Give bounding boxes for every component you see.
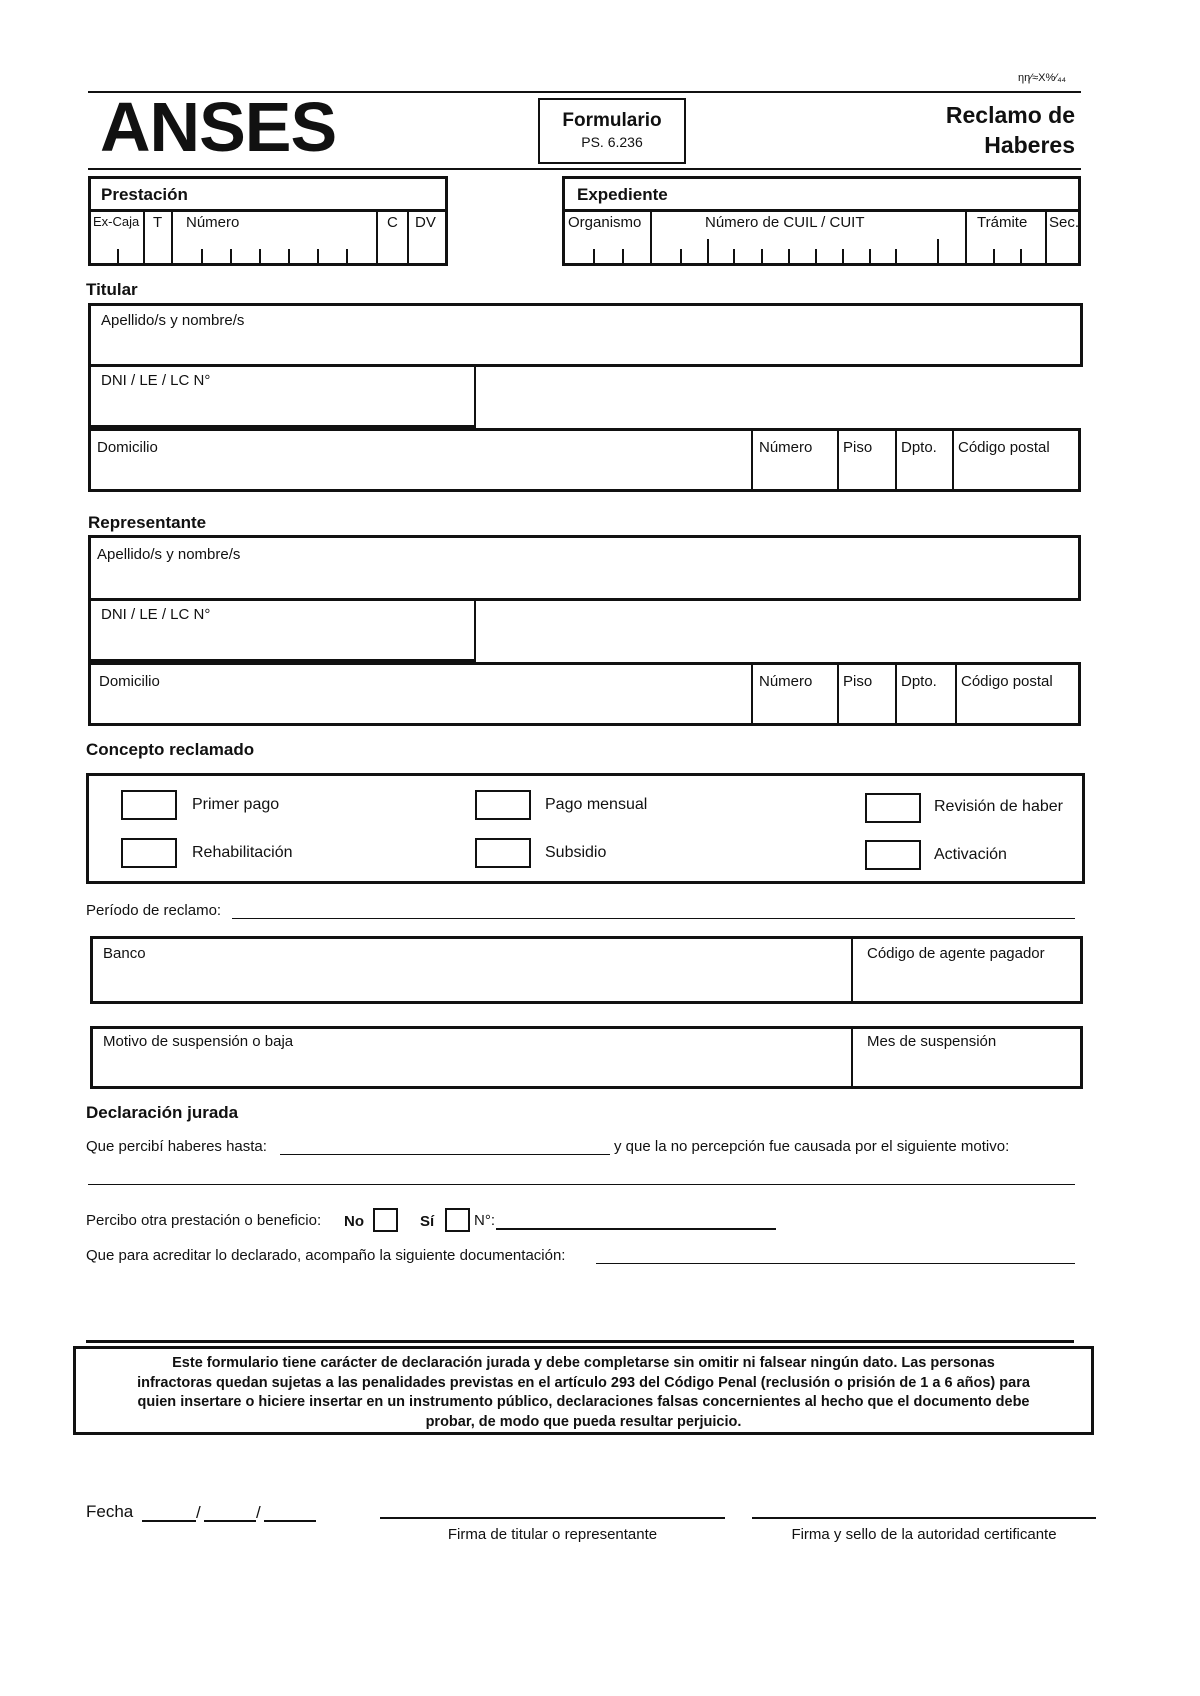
titular-name-field[interactable] [88,303,1083,367]
representante-domicilio-label: Domicilio [99,673,160,690]
digit-tick [117,249,119,263]
doc-title [946,100,1075,160]
suspension-sep [851,1029,853,1086]
documentacion-label: Que para acreditar lo declarado, acompaño la siguiente documentación: [86,1247,566,1264]
fecha-year-line[interactable] [264,1520,316,1522]
suspension-row [90,1026,1083,1089]
titular-title: Titular [86,280,138,299]
periodo-input-line[interactable] [232,918,1075,919]
agente-pagador-label: Código de agente pagador [867,945,1045,962]
banco-row [90,936,1083,1004]
documentacion-input-line[interactable] [596,1263,1075,1264]
digit-tick [937,239,939,263]
form-code-small: ηη⁄≈X%⁄₄₄ [1018,72,1067,84]
firma-autoridad-line[interactable] [752,1517,1096,1519]
representante-cp-label: Código postal [961,673,1053,690]
digit-tick [259,249,261,263]
titular-dpto-label: Dpto. [901,439,937,456]
prestacion-col-dv: DV [415,214,436,231]
warning-line4: probar, de modo que pueda resultar perjuicio. [425,1413,742,1430]
digit-tick [317,249,319,263]
titular-domicilio-row [88,428,1081,492]
titular-dni-field[interactable] [88,364,476,428]
prestacion-col-t: T [153,214,163,231]
digit-tick [1020,249,1022,263]
header-bottom-rule [88,168,1081,170]
digit-tick [346,249,348,263]
expediente-cells [565,212,1078,263]
label-revision-haber: Revisión de haber [934,798,1063,815]
label-rehabilitacion: Rehabilitación [192,844,293,861]
warning-box [73,1346,1094,1435]
concepto-title: Concepto reclamado [86,740,255,759]
representante-dni-field[interactable] [88,598,476,662]
titular-domicilio-label: Domicilio [97,439,158,456]
fecha-day-line[interactable] [142,1520,196,1522]
representante-row-sep [895,665,897,723]
representante-dpto-label: Dpto. [901,673,937,690]
prestacion-col-excaja: Ex-Caja [93,214,140,229]
digit-tick [201,249,203,263]
expediente-sep [1045,212,1047,263]
firma-titular-line[interactable] [380,1517,725,1519]
prestacion-col-numero: Número [186,214,240,231]
titular-numero-label: Número [759,439,813,456]
firma-titular-label: Firma de titular o representante [447,1526,658,1543]
warning-line3: quien insertare o hiciere insertar en un instrumento público, declaraciones falsas concernientes al hecho que el documento debe [137,1394,1030,1410]
firma-autoridad-label: Firma y sello de la autoridad certificante [791,1526,1057,1543]
banco-sep [851,939,853,1001]
warning-top-rule [86,1340,1074,1343]
titular-row-sep [837,431,839,489]
representante-dni-label: DNI / LE / LC N° [101,606,211,623]
checkbox-revision-haber[interactable] [865,793,921,823]
si-label: Sí [420,1213,435,1230]
nro-input-line[interactable] [496,1228,776,1230]
digit-tick [622,249,624,263]
prestacion-sep [171,212,173,263]
label-subsidio: Subsidio [545,844,607,861]
label-pago-mensual: Pago mensual [545,796,648,813]
digit-tick [993,249,995,263]
declaracion-title: Declaración jurada [86,1103,239,1122]
expediente-col-sec: Sec. [1049,214,1080,231]
expediente-title: Expediente [577,185,668,204]
representante-name-label: Apellido/s y nombre/s [97,546,241,563]
prestacion-sep [376,212,378,263]
digit-tick [869,249,871,263]
representante-row-sep [837,665,839,723]
representante-row-sep [955,665,957,723]
representante-piso-label: Piso [843,673,873,690]
representante-row-sep [751,665,753,723]
titular-piso-label: Piso [843,439,873,456]
expediente-sep [650,212,652,263]
otra-prestacion-label: Percibo otra prestación o beneficio: [86,1212,322,1229]
percibi-input-line[interactable] [280,1154,610,1155]
form-title: Formulario [562,110,662,131]
warning-line1: Este formulario tiene carácter de declaración jurada y debe completarse sin omitir ni falsear ningún dato. Las personas [172,1355,995,1371]
representante-name-field[interactable] [88,535,1081,601]
prestacion-title: Prestación [101,185,188,204]
digit-tick [593,249,595,263]
form-code: PS. 6.236 [581,134,643,150]
expediente-sep [965,212,967,263]
label-primer-pago: Primer pago [192,796,280,813]
titular-row-sep [751,431,753,489]
checkbox-no[interactable] [373,1208,398,1232]
digit-tick [788,249,790,263]
digit-tick [761,249,763,263]
label-activacion: Activación [934,846,1007,863]
fecha-sep-1: / [196,1503,201,1522]
expediente-col-organismo: Organismo [568,214,642,231]
doc-title-line1: Reclamo de [945,102,1075,128]
checkbox-si[interactable] [445,1208,470,1232]
checkbox-pago-mensual[interactable] [475,790,531,820]
motivo-suspension-label: Motivo de suspensión o baja [103,1033,294,1050]
warning-line2: infractoras quedan sujetas a las penalidades previstas en el artículo 293 del Código Penal (reclusión o prisión de 1 a 6 años) para [137,1374,1030,1391]
anses-logo: ANSES [100,88,337,166]
titular-cp-label: Código postal [958,439,1050,456]
form-number-box [538,98,686,164]
digit-tick [707,239,709,263]
titular-name-label: Apellido/s y nombre/s [101,312,245,329]
digit-tick [680,249,682,263]
titular-dni-label: DNI / LE / LC N° [101,372,211,389]
prestacion-cells [91,212,445,263]
expediente-col-tramite: Trámite [977,214,1028,231]
fecha-label: Fecha [86,1502,134,1521]
titular-row-sep [952,431,954,489]
digit-tick [842,249,844,263]
checkbox-activacion[interactable] [865,840,921,870]
digit-tick [288,249,290,263]
motivo-text: y que la no percepción fue causada por el siguiente motivo: [614,1138,1010,1155]
representante-numero-label: Número [759,673,813,690]
checkbox-subsidio[interactable] [475,838,531,868]
motivo-input-line[interactable] [88,1184,1075,1185]
digit-tick [733,249,735,263]
fecha-month-line[interactable] [204,1520,256,1522]
no-label: No [344,1213,364,1230]
prestacion-col-c: C [387,214,398,231]
expediente-col-cuil: Número de CUIL / CUIT [705,214,865,231]
titular-row-sep [895,431,897,489]
periodo-label: Período de reclamo: [86,902,222,919]
prestacion-box [88,176,448,266]
percibi-label: Que percibí haberes hasta: [86,1138,267,1155]
concepto-box [86,773,1085,884]
digit-tick [895,249,897,263]
representante-domicilio-row [88,662,1081,726]
digit-tick [230,249,232,263]
checkbox-rehabilitacion[interactable] [121,838,177,868]
mes-suspension-label: Mes de suspensión [867,1033,997,1050]
banco-label: Banco [103,945,146,962]
prestacion-sep [407,212,409,263]
fecha-sep-2: / [256,1503,261,1522]
expediente-box [562,176,1081,266]
representante-title: Representante [88,513,207,532]
checkbox-primer-pago[interactable] [121,790,177,820]
digit-tick [815,249,817,263]
prestacion-sep [143,212,145,263]
nro-label: N°: [474,1212,495,1229]
doc-title-line2: Haberes [984,132,1075,158]
